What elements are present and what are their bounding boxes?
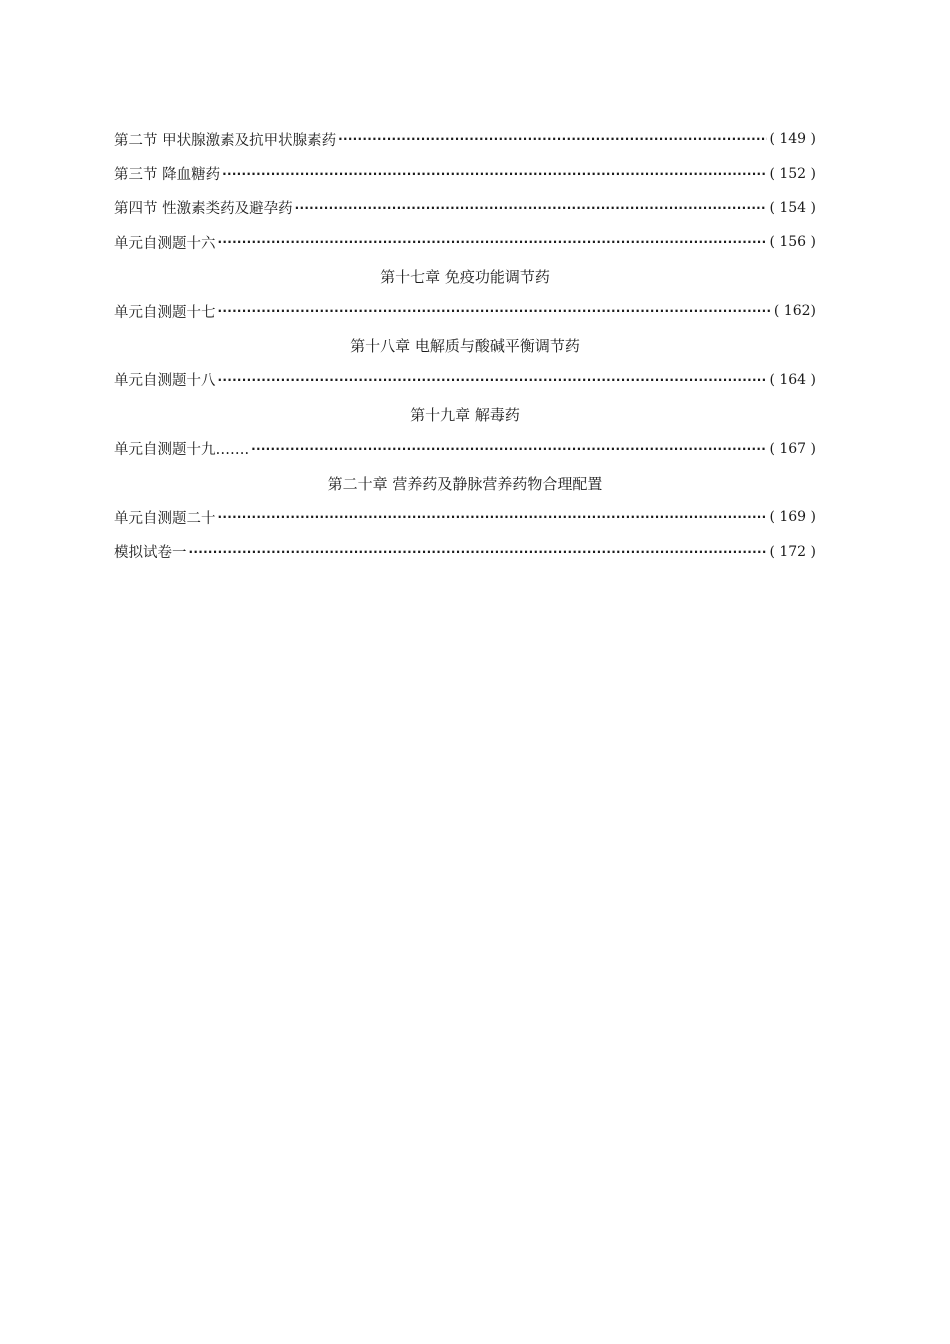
toc-entry-title: 第二节 甲状腺激素及抗甲状腺素药 xyxy=(114,132,337,149)
chapter-heading xyxy=(114,328,816,362)
toc-entry[interactable] xyxy=(114,363,816,397)
toc-page-number: ( 167 ) xyxy=(769,440,816,457)
toc-entry[interactable] xyxy=(114,122,816,156)
chapter-title: 第十八章 电解质与酸碱平衡调节药 xyxy=(350,337,580,356)
toc-entry-title: 单元自测题二十 xyxy=(114,510,216,527)
toc-page-number: ( 162) xyxy=(773,303,816,320)
toc-entry[interactable] xyxy=(114,294,816,328)
toc-page-number: ( 149 ) xyxy=(769,131,816,148)
toc-entry-title: 第四节 性激素类药及避孕药 xyxy=(114,201,293,218)
dot-leader xyxy=(218,372,768,388)
toc-page-number: ( 172 ) xyxy=(769,543,816,560)
dot-leader xyxy=(251,441,767,457)
dot-leader xyxy=(222,166,767,182)
chapter-heading xyxy=(114,466,816,500)
chapter-heading xyxy=(114,260,816,294)
toc-entry[interactable] xyxy=(114,535,816,569)
dot-leader xyxy=(218,509,768,525)
toc-entry-title: 第三节 降血糖药 xyxy=(114,167,221,184)
toc-entry[interactable] xyxy=(114,191,816,225)
chapter-title: 第十七章 免疫功能调节药 xyxy=(380,268,550,287)
toc-entry-title: 单元自测题十六 xyxy=(114,235,216,252)
toc-entry[interactable] xyxy=(114,500,816,534)
toc-entry-title: 单元自测题十八 xyxy=(114,373,216,390)
toc-entry-title: 模拟试卷一 xyxy=(114,545,187,562)
toc-page-number: ( 156 ) xyxy=(769,234,816,251)
toc-page-number: ( 169 ) xyxy=(769,509,816,526)
dot-leader xyxy=(218,303,772,319)
toc-entry[interactable] xyxy=(114,432,816,466)
chapter-title: 第二十章 营养药及静脉营养药物合理配置 xyxy=(327,474,603,493)
chapter-heading xyxy=(114,397,816,431)
dot-leader xyxy=(338,131,767,147)
dot-leader xyxy=(295,200,768,216)
chapter-title: 第十九章 解毒药 xyxy=(410,405,520,424)
toc-entry-title: 单元自测题十七 xyxy=(114,304,216,321)
toc-page-number: ( 152 ) xyxy=(769,165,816,182)
toc-page-number: ( 164 ) xyxy=(769,371,816,388)
toc-entry[interactable] xyxy=(114,225,816,259)
toc-entry[interactable] xyxy=(114,156,816,190)
dot-leader xyxy=(189,544,768,560)
toc-page-number: ( 154 ) xyxy=(769,199,816,216)
toc-entry-title: 单元自测题十九……. xyxy=(114,442,250,459)
table-of-contents xyxy=(114,122,816,569)
dot-leader xyxy=(218,234,768,250)
